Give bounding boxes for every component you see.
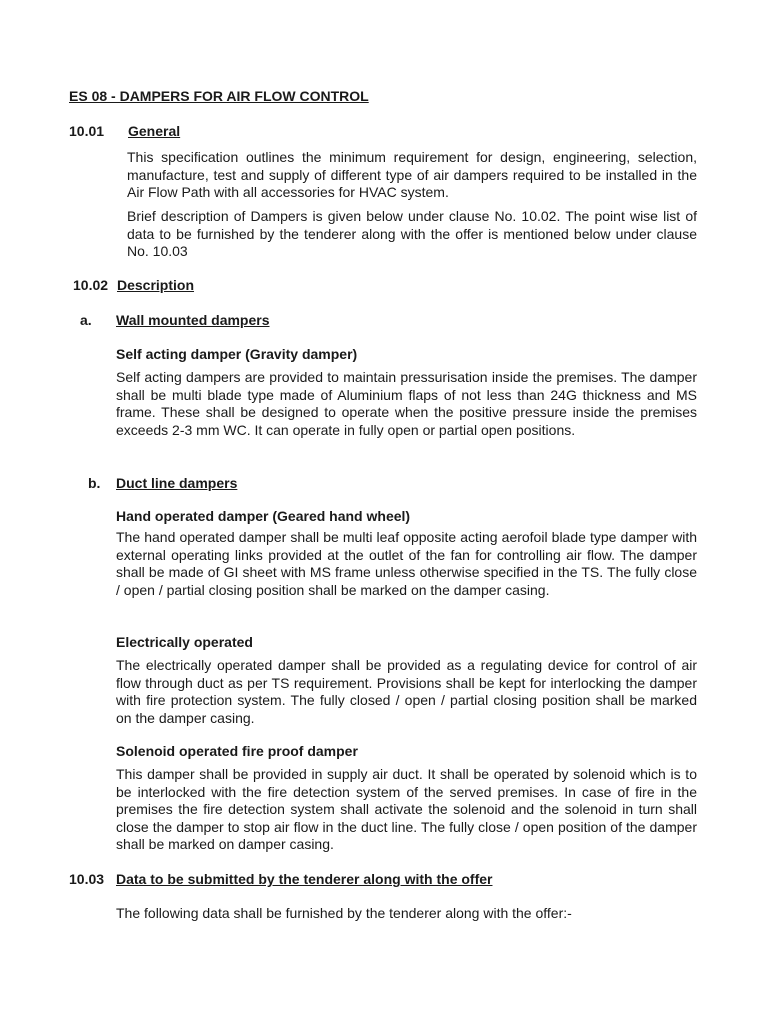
general-paragraph-1: This specification outlines the minimum requirement for design, engineering, selection, manufacture, test and supply of different type of air dampers required to be installed in the Air Flow Path with all accessories for HVAC system. bbox=[127, 149, 697, 200]
subsection-heading-duct-line: Duct line dampers bbox=[116, 475, 238, 491]
document-title: ES 08 - DAMPERS FOR AIR FLOW CONTROL bbox=[69, 88, 369, 104]
self-acting-damper-title: Self acting damper (Gravity damper) bbox=[116, 346, 358, 362]
section-number-10-02: 10.02 bbox=[73, 277, 109, 293]
list-marker-b: b. bbox=[88, 475, 101, 491]
section-heading-general: General bbox=[128, 123, 181, 139]
section-number-10-03: 10.03 bbox=[69, 871, 105, 887]
electrically-operated-text: The electrically operated damper shall be provided as a regulating device for control of air flow through duct as per TS requirement. Provisions shall be kept for interlocking the damper with fire protection system. The fully closed / open / partial closing position shall be marked on the damper casing. bbox=[116, 657, 697, 726]
list-marker-a: a. bbox=[80, 312, 92, 328]
subsection-heading-wall-mounted: Wall mounted dampers bbox=[116, 312, 270, 328]
solenoid-damper-text: This damper shall be provided in supply air duct. It shall be operated by solenoid which is to be interlocked with the fire detection system of the served premises. In case of fire in the premises the fire detection system shall activate the solenoid and the solenoid in turn shall close the damper to stop air flow in the duct line. The fully close / open position of the damper shall be marked on damper casing. bbox=[116, 766, 697, 852]
hand-operated-damper-text: The hand operated damper shall be multi leaf opposite acting aerofoil blade type damper with external operating links provided at the outlet of the fan for controlling air flow. The damper shall be made of GI sheet with MS frame unless otherwise specified in the TS. The fully close / open / partial closing position shall be marked on the damper casing. bbox=[116, 529, 697, 598]
self-acting-damper-text: Self acting dampers are provided to maintain pressurisation inside the premises. The damper shall be multi blade type made of Aluminium flaps of not less than 24G thickness and MS frame. These shall be designed to operate when the positive pressure inside the premises exceeds 2-3 mm WC. It can operate in fully open or partial open positions. bbox=[116, 369, 697, 438]
general-paragraph-2: Brief description of Dampers is given below under clause No. 10.02. The point wise list of data to be furnished by the tenderer along with the offer is mentioned below under clause No. 10.03 bbox=[127, 208, 697, 259]
data-to-submit-paragraph: The following data shall be furnished by the tenderer along with the offer:- bbox=[116, 905, 572, 921]
section-number-10-01: 10.01 bbox=[69, 123, 105, 139]
electrically-operated-title: Electrically operated bbox=[116, 634, 253, 650]
section-heading-data-to-submit: Data to be submitted by the tenderer along with the offer bbox=[116, 871, 493, 887]
solenoid-damper-title: Solenoid operated fire proof damper bbox=[116, 743, 358, 759]
section-heading-description: Description bbox=[117, 277, 195, 293]
hand-operated-damper-title: Hand operated damper (Geared hand wheel) bbox=[116, 508, 411, 524]
